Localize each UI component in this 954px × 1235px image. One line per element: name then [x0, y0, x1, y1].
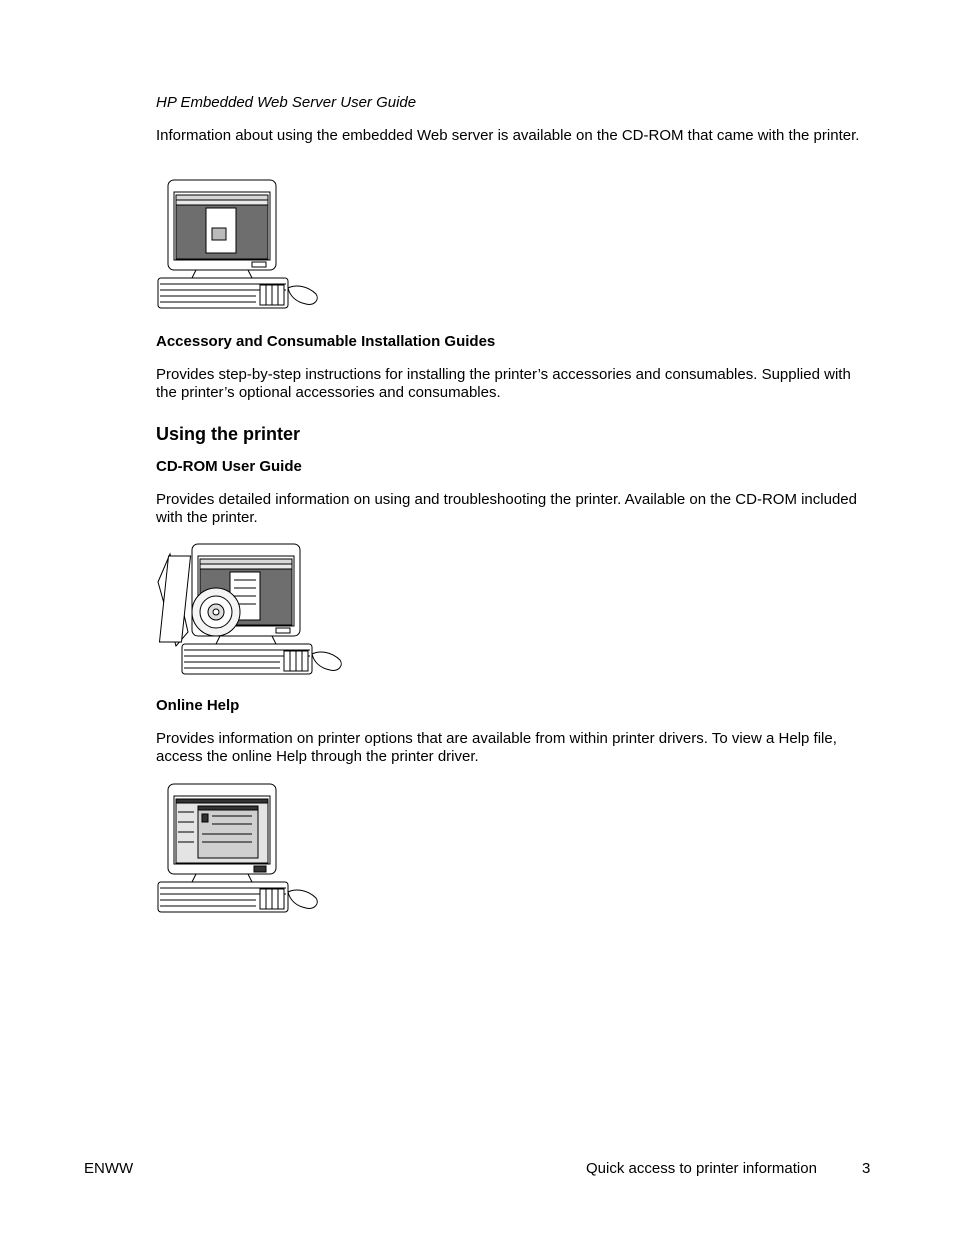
footer-title: Quick access to printer information — [586, 1160, 817, 1177]
ews-guide-heading: HP Embedded Web Server User Guide — [156, 94, 417, 111]
page-number: 3 — [862, 1160, 871, 1177]
computer-icon — [156, 178, 321, 310]
accessory-guides-heading: Accessory and Consumable Installation Guides — [156, 333, 496, 350]
computer-with-cd-illustration — [156, 542, 346, 676]
computer-help-illustration — [156, 782, 321, 914]
using-printer-heading: Using the printer — [156, 424, 301, 444]
accessory-guides-body: Provides step-by-step instructions for installing the printer’s accessories and consumables. Supplied with the printer’s optional accessories and consumables. — [156, 366, 851, 401]
computer-help-icon — [156, 782, 321, 914]
cdrom-guide-body: Provides detailed information on using and troubleshooting the printer. Available on the CD-ROM included with the printer. — [156, 491, 857, 526]
footer-left: ENWW — [84, 1160, 134, 1177]
computer-cd-icon — [156, 542, 346, 676]
online-help-heading: Online Help — [156, 697, 240, 714]
online-help-body: Provides information on printer options that are available from within printer drivers. To view a Help file, access the online Help through the printer driver. — [156, 730, 837, 765]
cdrom-guide-heading: CD-ROM User Guide — [156, 458, 302, 475]
computer-illustration — [156, 178, 321, 310]
ews-guide-body: Information about using the embedded Web server is available on the CD-ROM that came with the printer. — [156, 127, 860, 144]
